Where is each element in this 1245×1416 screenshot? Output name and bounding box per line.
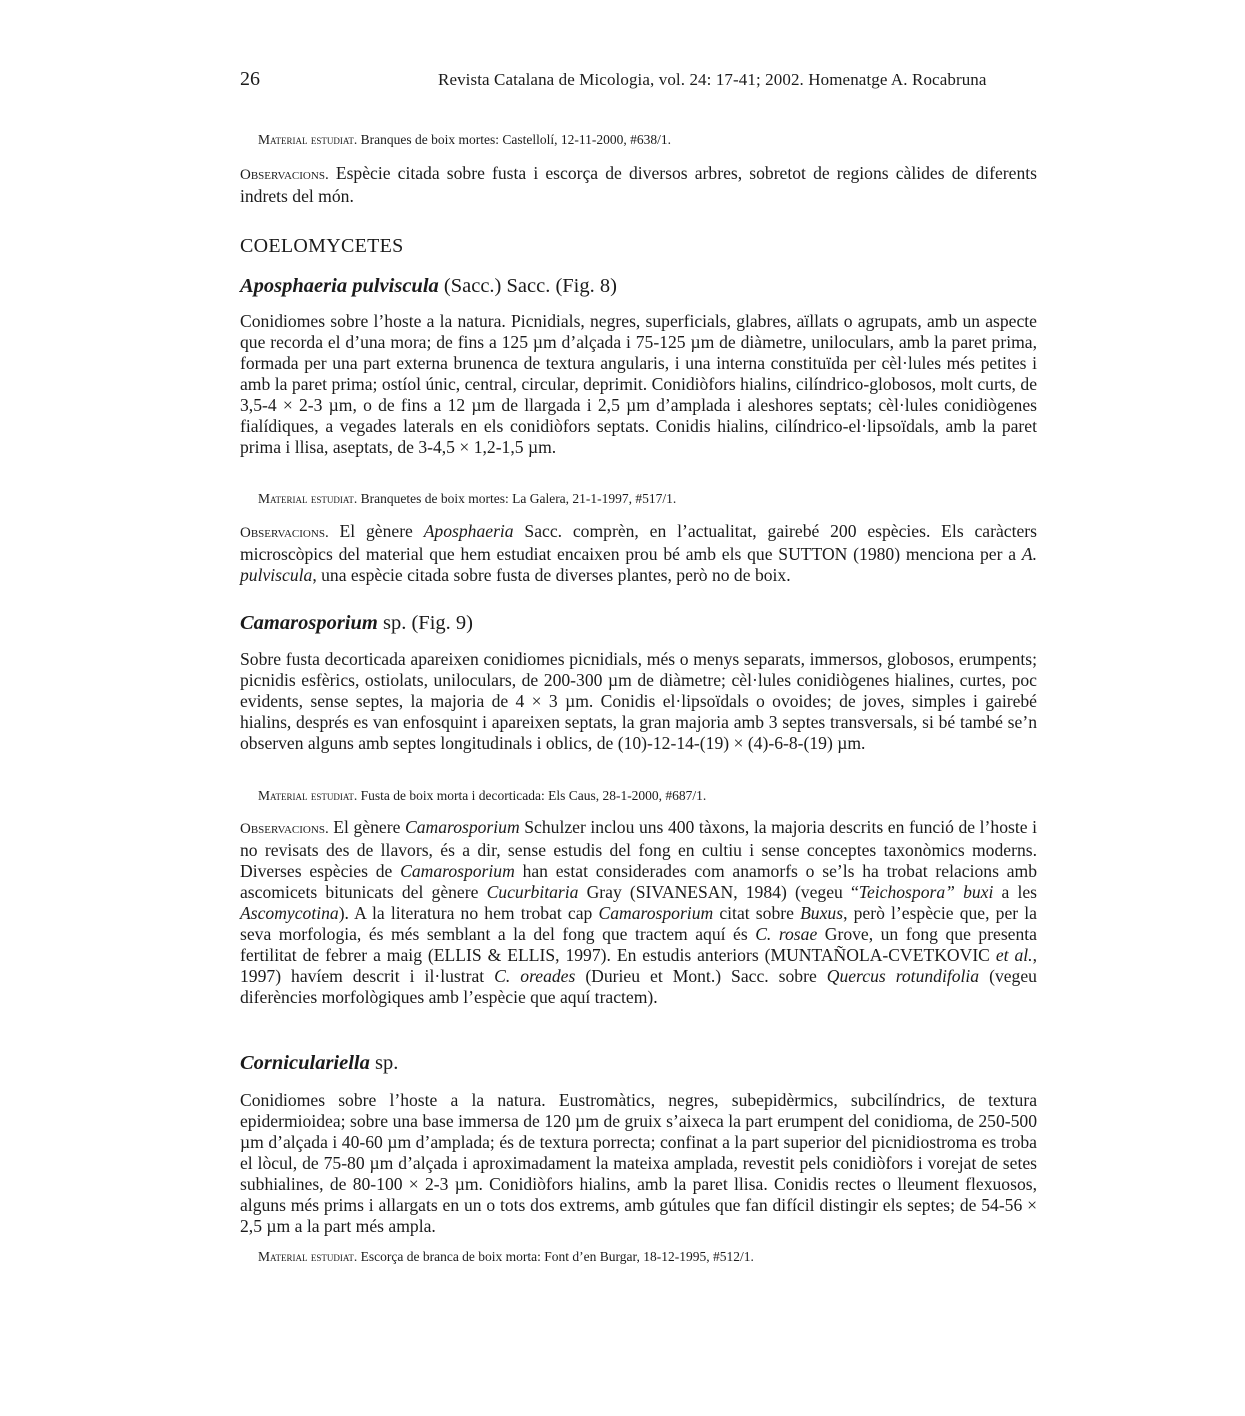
taxon-heading-aposphaeria: Aposphaeria pulviscula (Sacc.) Sacc. (Fig. 8) [240,275,617,297]
taxon-heading-cornicularia: Corniculariella sp. [240,1052,399,1074]
description-camarosporium: Sobre fusta decorticada apareixen conidiomes picnidials, més o menys separats, immersos, globosos, erumpents; picnidis esfèrics, ostiolats, uniloculars, de 200-300 µm de diàmetre; cèl·lules conidiògenes hialines, curtes, poc evidents, sense septes, la majoria de 4 × 3 µm. Conidis el·lipsoïdals o ovoides; de joves, simples i gairebé hialins, després es van enfosquint i apareixen septats, la gran majoria amb 3 septes transversals, si bé també se’n observen alguns amb septes longitudinals i oblics, de (10)-12-14-(19) × (4)-6-8-(19) µm. [240,649,1037,753]
description-cornicularia: Conidiomes sobre l’hoste a la natura. Eustromàtics, negres, subepidèrmics, subcilíndrics, de textura epidermioidea; sobre una base immersa de 120 µm de gruix s’aixeca la part erumpent del conidioma, de 250-500 µm d’alçada i 40-60 µm d’amplada; és de textura porrecta; confinat a la part superior del picnidiostroma es troba el lòcul, de 75-80 µm d’alçada i aproximadament la mateixa amplada, revestit pels conidiòfors i vorejat de setes subhialines, de 80-100 × 2-3 µm. Conidiòfors hialins, amb la paret llisa. Conidis rectes o lleument flexuosos, alguns més prims i allargats en un o tots dos extrems, amb gútules que fan difícil distingir els septes; de 54-56 × 2,5 µm a la part més ampla. [240,1090,1037,1236]
material-studied-aposphaeria: Material estudiat. Branquetes de boix mortes: La Galera, 21-1-1997, #517/1. [258,491,677,506]
observations-camarosporium: Observacions. El gènere Camarosporium Schulzer inclou uns 400 tàxons, la majoria descrits en funció de l’hoste i no revisats des de llavors, és a dir, sense estudis del fong en cultiu i sense conceptes taxonòmics moderns. Diverses espècies de Camarosporium han estat considerades com anamorfs o se’ls ha trobat relacions amb ascomicets bitunicats del gènere Cucurbitaria Gray (SIVANESAN, 1984) (vegeu “Teichospora” buxi a les Ascomycotina). A la literatura no hem trobat cap Camarosporium citat sobre Buxus, però l’espècie que, per la seva morfologia, és més semblant a la del fong que tractem aquí és C. rosae Grove, un fong que presenta fertilitat de febrer a maig (ELLIS & ELLIS, 1997). En estudis anteriors (MUNTAÑOLA-CVETKOVIC et al., 1997) havíem descrit i il·lustrat C. oreades (Durieu et Mont.) Sacc. sobre Quercus rotundifolia (vegeu diferències morfològiques amb l’espècie que aquí tractem). [240,817,1038,1007]
description-aposphaeria: Conidiomes sobre l’hoste a la natura. Picnidials, negres, superficials, glabres, aïllats o agrupats, amb un aspecte que recorda el d’una mora; de fins a 125 µm d’alçada i 75-125 µm de diàmetre, uniloculars, amb la paret prima, formada per una part externa brunenca de textura angularis, i una interna constituïda per cèl·lules més petites i amb la paret prima; ostíol únic, central, circular, deprimit. Conidiòfors hialins, cilíndrico-globosos, molt curts, de 3,5-4 × 2-3 µm, o de fins a 12 µm de llargada i 2,5 µm d’amplada i aleshores septats; cèl·lules conidiògenes fialídiques, a vegades laterals en els conidiòfors septats. Conidis hialins, cilíndrico-el·lipsoïdals, amb la paret prima i llisa, aseptats, de 3-4,5 × 1,2-1,5 µm. [240,311,1037,457]
material-studied-camarosporium: Material estudiat. Fusta de boix morta i decorticada: Els Caus, 28-1-2000, #687/1. [258,788,707,803]
material-studied-cornicularia: Material estudiat. Escorça de branca de boix morta: Font d’en Burgar, 18-12-1995, #512/1. [258,1249,754,1264]
observations-label: Observacions. [240,167,329,183]
running-header: Revista Catalana de Micologia, vol. 24: 17-41; 2002. Homenatge A. Rocabruna [438,70,987,89]
section-heading: COELOMYCETES [240,235,404,257]
observations-top: Observacions. Espècie citada sobre fusta i escorça de diversos arbres, sobretot de regions càlides de diferents indrets del món. [240,163,1037,206]
page-number: 26 [240,68,260,90]
material-studied-top: Material estudiat. Branques de boix mortes: Castellolí, 12-11-2000, #638/1. [258,132,671,147]
material-label: Material estudiat. [258,132,358,147]
taxon-heading-camarosporium: Camarosporium sp. (Fig. 9) [240,612,473,634]
observations-aposphaeria: Observacions. El gènere Aposphaeria Sacc. comprèn, en l’actualitat, gairebé 200 espècies. Els caràcters microscòpics del material que hem estudiat encaixen prou bé amb els que SUTTON (1980) menciona per a A. pulviscula, una espècie citada sobre fusta de diverses plantes, però no de boix. [240,521,1037,585]
